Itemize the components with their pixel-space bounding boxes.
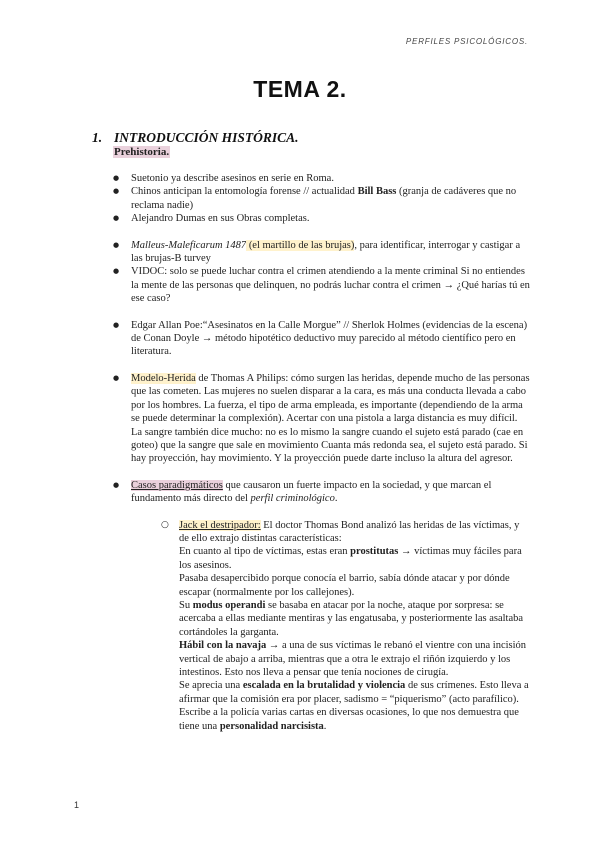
subsection-heading: Prehistoria. xyxy=(114,146,170,158)
bullet-list xyxy=(113,172,531,733)
list-item: ● Malleus-Maleficarum 1487 (el martillo de las brujas), para identificar, interrogar y castigar a las brujas-B turvey xyxy=(113,239,531,266)
list-item: ● VIDOC: solo se puede luchar contra el crimen atendiendo a la mente criminal Si no entiendes la mente de las personas que delinquen, no podrás luchar contra el crimen → ¿Qué harías tú en ese caso? xyxy=(113,265,531,305)
list-item: ● Edgar Allan Poe:“Asesinatos en la Calle Morgue” // Sherlok Holmes (evidencias de la escena) de Conan Doyle → método hipotético deductivo muy parecido al método científico pero en literatura. xyxy=(113,319,531,359)
section-heading xyxy=(92,130,299,146)
list-item: ● Chinos anticipan la entomología forense // actualidad Bill Bass (granja de cadáveres que no reclama nadie) xyxy=(113,185,531,212)
running-header: PERFILES PSICOLÓGICOS. xyxy=(405,37,528,46)
list-item: ● Suetonio ya describe asesinos en serie en Roma. xyxy=(113,172,531,185)
list-item: ● Modelo-Herida de Thomas A Philips: cómo surgen las heridas, depende mucho de las personas que las cometen. Las mujeres no suelen disparar a la cara, es más una conducta llevada a cabo por los hombres. La fuerza, el tipo de arma empleada, es importante (dependiendo de la arma se puede determinar la complexión). Acertar con una pistola a larga distancia es muy difícil. La sangre también dice mucho: no es lo mismo la sangre cuando el sujeto está parado (cae en goteo) que la sangre que sale en movimiento Cuanta más redonda sea, el sujeto está parado. Si hay proyección, hay movimiento. Y la proyección puede darte incluso la altura del agresor. xyxy=(113,372,531,466)
list-item: ● Alejandro Dumas en sus Obras completas. xyxy=(113,212,531,225)
page-title: TEMA 2. xyxy=(253,76,347,102)
sublist-item-jack: ○ Jack el destripador: El doctor Thomas Bond analizó las heridas de las víctimas, y de ello extrajo distintas características: En cuanto al tipo de víctimas, estas eran prostitutas → víctimas muy fáciles para los asesinos. Pasaba desapercibido porque conocía el barrio, sabía dónde atacar y por dónde escapar (normalmente por los callejones). Su modus operandi se basaba en atacar por la noche, ataque por sorpresa: se acercaba a ellas mediante mentiras y las engatusaba, y posteriormente las asaltaba cortándoles la garganta. Hábil con la navaja → a una de sus víctimas le rebanó el vientre con una incisión vertical de abajo a arriba, mientras que a otra le extrajo el riñón izquierdo y los intestinos. Esto nos lleva a pensar que tenía nociones de cirugía. Se aprecia una escalada en la brutalidad y violencia de sus crímenes. Esto lleva a afirmar que la comisión era por placer, sadismo = “piquerismo” (acto parafílico). Escribe a la policía varias cartas en diversas ocasiones, lo que nos demuestra que tiene una personalidad narcisista. xyxy=(161,519,531,734)
section-number: 1. xyxy=(92,130,103,145)
page-number: 1 xyxy=(74,800,80,810)
list-item: ● Casos paradigmáticos que causaron un fuerte impacto en la sociedad, y que marcan el fundamento más directo del perfil criminológico. xyxy=(113,479,531,506)
section-title: INTRODUCCIÓN HISTÓRICA. xyxy=(114,130,299,145)
jack-heading: Jack el destripador: xyxy=(179,519,261,531)
